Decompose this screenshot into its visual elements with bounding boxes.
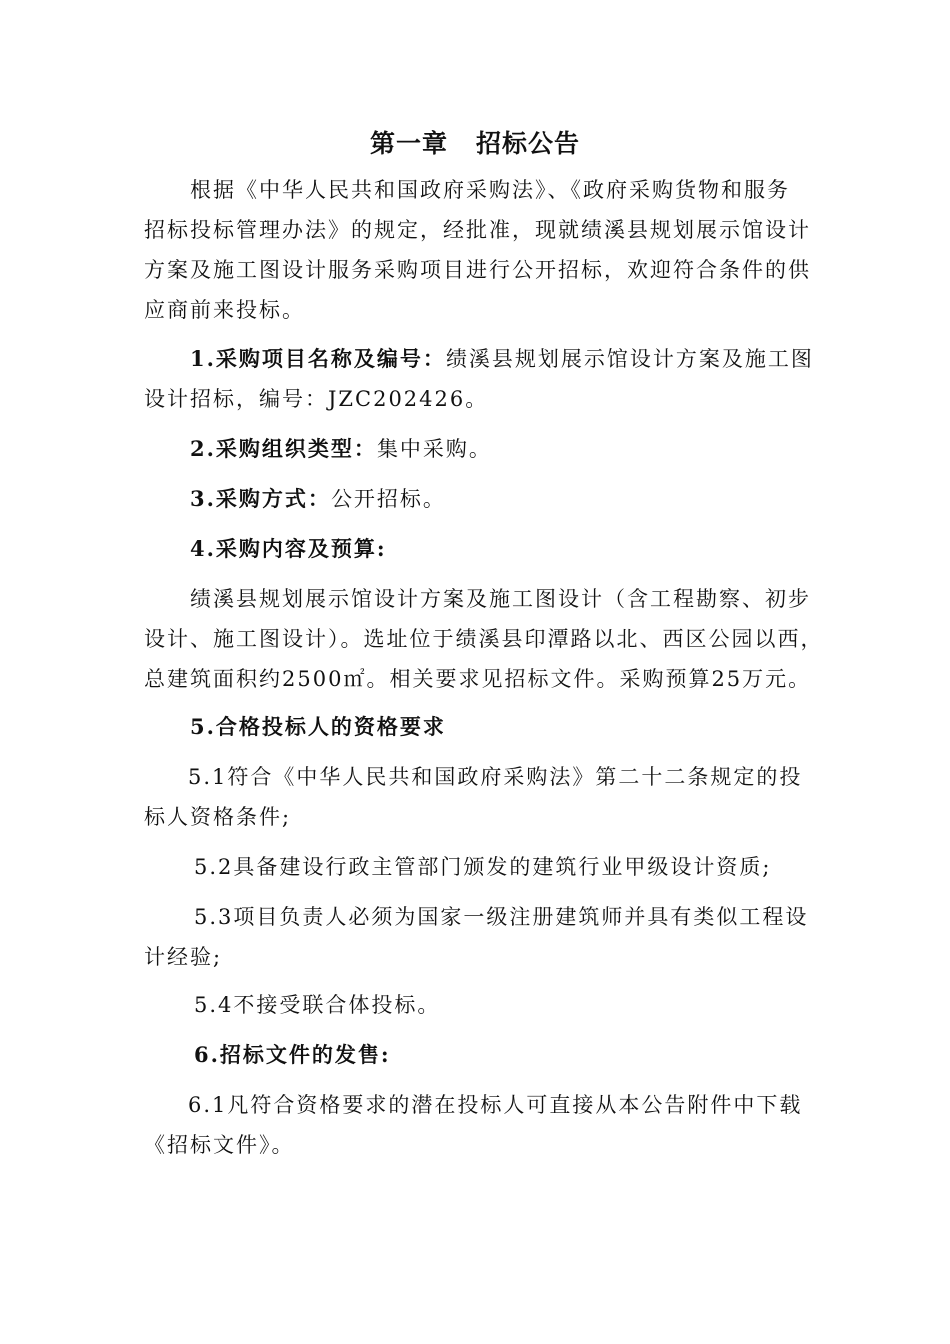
chapter-title bbox=[0, 126, 950, 162]
section-4-line-3: 总建筑面积约2500㎡。相关要求见招标文件。采购预算25万元。 bbox=[144, 667, 812, 691]
intro-line-2: 招标投标管理办法》的规定，经批准，现就绩溪县规划展示馆设计 bbox=[144, 218, 811, 242]
chapter-number: 第一章 bbox=[369, 129, 448, 158]
section-3-heading: 3.采购方式： bbox=[190, 486, 331, 511]
section-6-heading: 6.招标文件的发售: bbox=[194, 1042, 391, 1067]
section-5-3-line-2: 计经验; bbox=[144, 945, 223, 969]
section-5-4: 5.4不接受联合体投标。 bbox=[194, 993, 441, 1017]
section-1-text: 绩溪县规划展示馆设计方案及施工图 bbox=[445, 347, 814, 371]
section-2-heading: 2.采购组织类型： bbox=[190, 436, 377, 461]
section-2 bbox=[190, 433, 870, 465]
section-5-3-line-1: 5.3项目负责人必须为国家一级注册建筑师并具有类似工程设 bbox=[194, 905, 809, 929]
section-6-1-line-1: 6.1凡符合资格要求的潜在投标人可直接从本公告附件中下载 bbox=[188, 1093, 803, 1117]
section-1-line-2: 设计招标，编号：JZC202426。 bbox=[144, 387, 489, 411]
section-2-text: 集中采购。 bbox=[376, 437, 492, 461]
intro-line-4: 应商前来投标。 bbox=[144, 298, 305, 322]
section-1-line-1 bbox=[190, 343, 870, 375]
section-5-1-line-1: 5.1符合《中华人民共和国政府采购法》第二十二条规定的投 bbox=[188, 765, 803, 789]
intro-line-3: 方案及施工图设计服务采购项目进行公开招标，欢迎符合条件的供 bbox=[144, 258, 811, 282]
section-3-text: 公开招标。 bbox=[330, 487, 446, 511]
section-5-2: 5.2具备建设行政主管部门颁发的建筑行业甲级设计资质; bbox=[194, 855, 772, 879]
section-5-heading: 5.合格投标人的资格要求 bbox=[190, 714, 446, 739]
section-4-line-1: 绩溪县规划展示馆设计方案及施工图设计（含工程勘察、初步 bbox=[190, 587, 811, 611]
section-5-1-line-2: 标人资格条件; bbox=[144, 805, 292, 829]
chapter-name: 招标公告 bbox=[476, 129, 581, 158]
section-4-heading: 4.采购内容及预算: bbox=[190, 536, 387, 561]
section-1-heading: 1.采购项目名称及编号： bbox=[190, 346, 446, 371]
section-3 bbox=[190, 483, 870, 515]
intro-line-1: 根据《中华人民共和国政府采购法》、《政府采购货物和服务 bbox=[190, 178, 790, 202]
section-6-1-line-2: 《招标文件》。 bbox=[144, 1133, 295, 1157]
section-4-line-2: 设计、施工图设计）。选址位于绩溪县印潭路以北、西区公园以西， bbox=[144, 627, 824, 651]
